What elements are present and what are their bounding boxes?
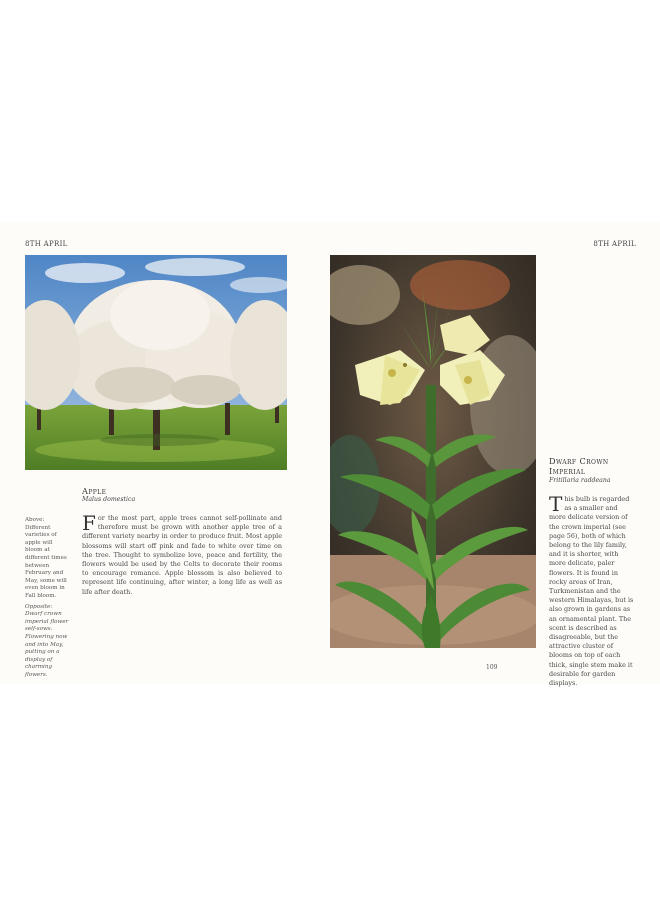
crown-body-text	[549, 492, 635, 688]
crown-paragraph: his bulb is regarded as a smaller and more delicate version of the crown imperial (see page 56), both of which belong to the lily family, and it is shorter, with more delicate, paler flowers. It is found in rocky areas of Iran, Turkmenistan and the western Himalayas, but is also grown in gardens as an ornamental plant. The scent is described as disagreeable, but the attractive cluster of blooms on top of each thick, single stem make it desirable for garden displays.	[549, 495, 634, 688]
left-running-head: 8TH APRIL	[25, 240, 68, 248]
apple-heading: Apple	[82, 486, 107, 496]
apple-blossom-photo	[25, 255, 287, 470]
crown-drop-cap: T	[549, 492, 563, 516]
apple-paragraph: or the most part, apple trees cannot self-pollinate and therefore must be grown with another apple tree of a different variety nearby in order to produce fruit. Most apple blossoms will start off pink and fade to white over time on the tree. Thought to symbolize love, peace and fertility, the flowers would be used by the Celts to decorate their rooms to encourage romance. Apple blossom is also believed to represent life continuing, after winter, a long life as well as life after death.	[82, 514, 282, 596]
right-running-head: 8TH APRIL	[593, 240, 636, 248]
caption-opposite: Opposite: Dwarf crown imperial flower self-sows. Flowering now and into May, putting on a display of charming flowers.	[25, 603, 69, 678]
apple-drop-cap: F	[82, 511, 96, 535]
dwarf-crown-imperial-photo	[330, 255, 536, 648]
apple-latin-name: Malus domestica	[82, 496, 136, 503]
crown-heading-line2: Imperial	[549, 466, 586, 476]
apple-body-text	[82, 511, 282, 597]
crown-latin-name: Fritillaria raddeana	[549, 477, 611, 484]
caption-above: Above: Different varieties of apple will bloom at different times between February and May, some will even bloom in Fall bloom.	[25, 517, 67, 599]
page-number: 109	[486, 664, 498, 671]
crown-heading	[549, 456, 609, 476]
apple-captions	[25, 517, 69, 682]
crown-heading-line1: Dwarf Crown	[549, 456, 609, 466]
